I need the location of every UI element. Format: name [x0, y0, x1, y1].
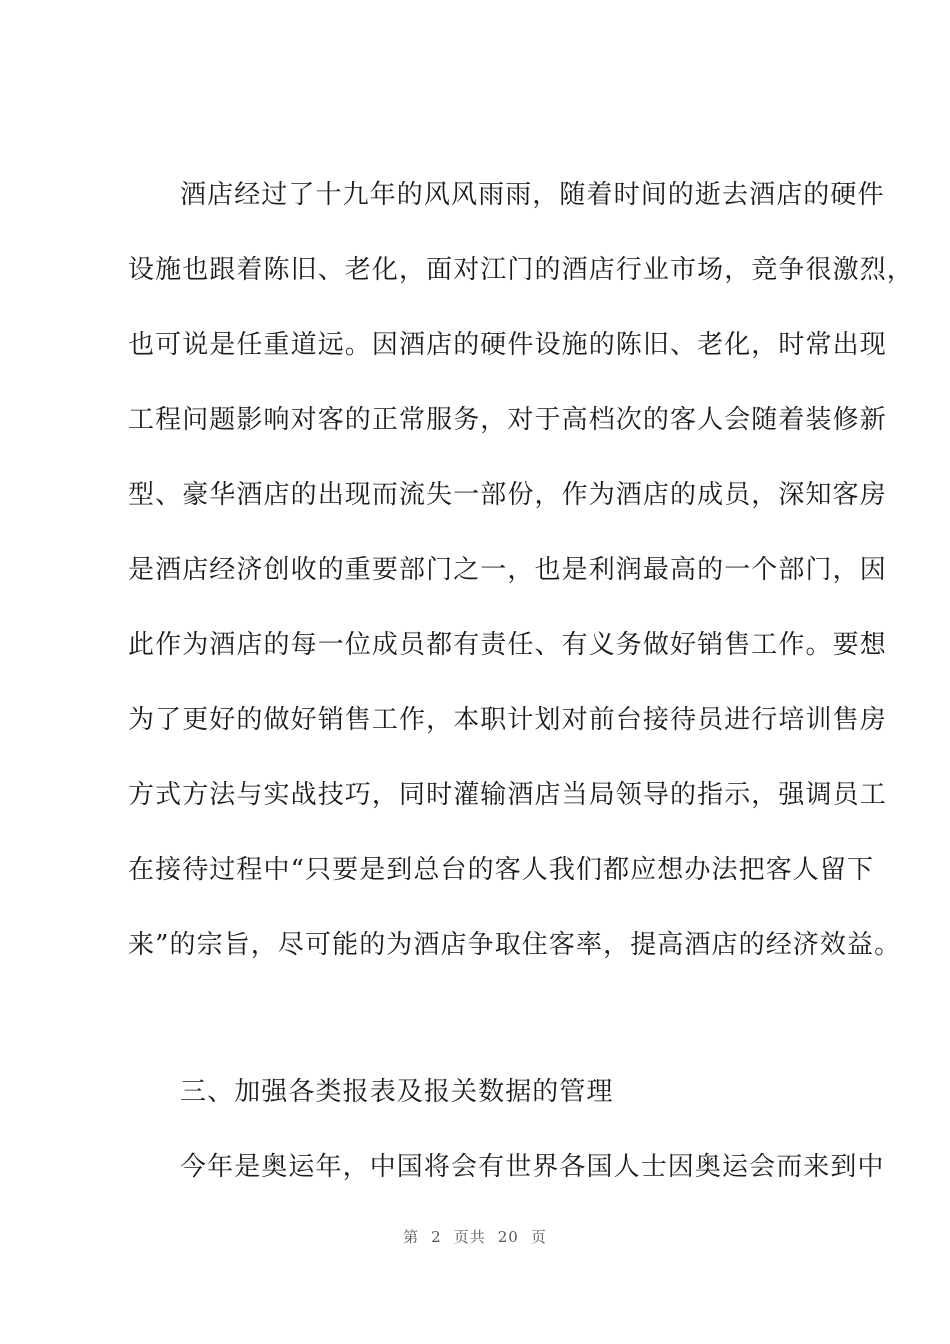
- paragraph-line: 来”的宗旨，尽可能的为酒店争取住客率，提高酒店的经济效益。: [128, 930, 902, 960]
- footer-total-pages: 20: [497, 1228, 519, 1246]
- paragraph-line: 工程问题影响对客的正常服务，对于高档次的客人会随着装修新: [128, 405, 887, 435]
- paragraph-line: 是酒店经济创收的重要部门之一，也是利润最高的一个部门，因: [128, 555, 887, 585]
- footer-page-number: 2: [431, 1228, 442, 1246]
- paragraph-line: 也可说是任重道远。因酒店的硬件设施的陈旧、老化，时常出现: [128, 330, 887, 360]
- footer-prefix: 第: [403, 1228, 420, 1246]
- paragraph-line: 型、豪华酒店的出现而流失一部份，作为酒店的成员，深知客房: [128, 480, 887, 510]
- paragraph-line: 在接待过程中“只要是到总台的客人我们都应想办法把客人留下: [128, 855, 875, 885]
- footer-suffix: 页: [530, 1228, 547, 1246]
- paragraph-line: 设施也跟着陈旧、老化，面对江门的酒店行业市场，竞争很激烈，: [128, 255, 914, 285]
- paragraph-line: 此作为酒店的每一位成员都有责任、有义务做好销售工作。要想: [128, 630, 887, 660]
- page-footer: [0, 1227, 950, 1247]
- section-heading: 三、加强各类报表及报关数据的管理: [180, 1077, 614, 1107]
- paragraph-line: 酒店经过了十九年的风风雨雨，随着时间的逝去酒店的硬件: [180, 180, 885, 210]
- paragraph-line: 今年是奥运年，中国将会有世界各国人士因奥运会而来到中: [180, 1152, 885, 1182]
- paragraph-line: 方式方法与实战技巧，同时灌输酒店当局领导的指示，强调员工: [128, 780, 887, 810]
- paragraph-line: 为了更好的做好销售工作，本职计划对前台接待员进行培训售房: [128, 705, 887, 735]
- footer-middle: 页共: [453, 1228, 486, 1246]
